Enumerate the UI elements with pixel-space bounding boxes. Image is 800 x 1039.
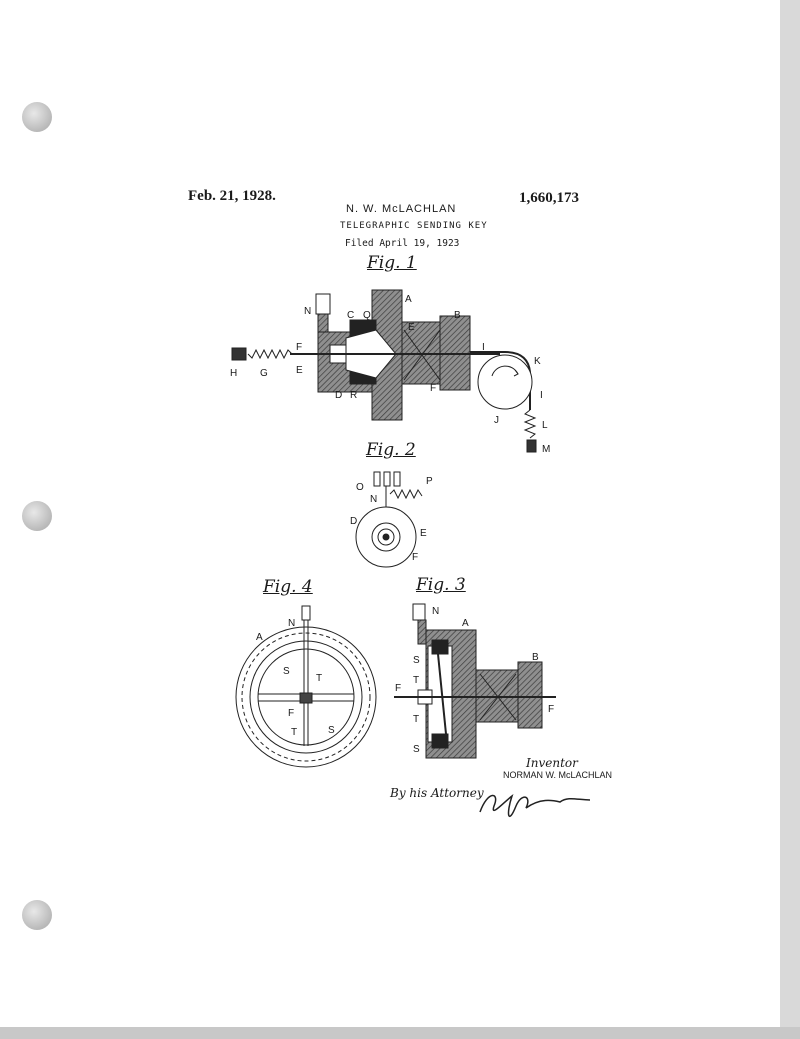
fig2-letter: N <box>370 494 378 505</box>
patent-title: TELEGRAPHIC SENDING KEY <box>340 221 488 231</box>
fig4-letter: S <box>283 666 290 677</box>
fig3-letter: N <box>432 606 440 617</box>
fig4-letter: A <box>256 632 263 643</box>
inventor-header: N. W. McLACHLAN <box>346 203 457 215</box>
fig1-letter: Q <box>363 310 371 321</box>
fig2-letter: E <box>420 528 427 539</box>
inventor-label: Inventor <box>526 756 578 770</box>
fig4-letter: N <box>288 618 296 629</box>
fig1-letter: F <box>430 383 437 394</box>
fig1-letter: K <box>534 356 541 367</box>
fig3-letter: F <box>548 704 555 715</box>
attorney-label: By his Attorney <box>390 786 484 800</box>
fig1-letter: M <box>542 444 551 455</box>
fig4-letter: T <box>291 727 298 738</box>
fig1-letter: C <box>347 310 355 321</box>
fig2-letter: P <box>426 476 433 487</box>
fig3-body-b <box>518 662 542 728</box>
fig3-label: Fig. 3 <box>416 575 466 595</box>
fig1-letter: E <box>296 365 303 376</box>
filed-date: Filed April 19, 1923 <box>345 238 460 249</box>
fig1-drawing <box>232 290 536 452</box>
fig3-letter: T <box>413 714 420 725</box>
fig1-letter: B <box>454 310 461 321</box>
fig4-label: Fig. 4 <box>263 577 313 597</box>
fig1-letter: H <box>230 368 238 379</box>
fig1-letter: L <box>542 420 548 431</box>
fig1-letter: N <box>304 306 312 317</box>
fig1-letter: G <box>260 368 268 379</box>
attorney-signature <box>480 795 590 816</box>
fig3-letter: F <box>395 683 402 694</box>
fig2-letter: F <box>412 552 419 563</box>
fig1-letter: D <box>335 390 343 401</box>
fig4-letters <box>256 618 335 738</box>
fig1-anchor-m <box>527 440 536 452</box>
fig3-letter: B <box>532 652 539 663</box>
fig1-letter: J <box>494 415 499 426</box>
fig2-label: Fig. 2 <box>366 440 416 460</box>
fig4-letter: T <box>316 673 323 684</box>
fig4-letter: F <box>288 708 295 719</box>
signature-text: Fred J. Adams <box>540 812 548 813</box>
inventor-name: NORMAN W. McLACHLAN <box>503 770 613 780</box>
fig1-anchor-h <box>232 348 246 360</box>
patent-date: Feb. 21, 1928. <box>188 188 276 204</box>
fig1-spring-l <box>525 410 535 438</box>
fig4-letter: S <box>328 725 335 736</box>
fig1-letter: I <box>482 342 485 353</box>
fig3-letter: S <box>413 744 420 755</box>
fig3-letter: S <box>413 655 420 666</box>
fig1-letter: F <box>296 342 303 353</box>
fig1-spring-g <box>248 350 292 358</box>
fig2-letter: D <box>350 516 358 527</box>
fig3-letter: A <box>462 618 469 629</box>
fig1-letter: I <box>540 390 543 401</box>
fig1-knob-n <box>316 294 330 314</box>
fig1-letter: R <box>350 390 358 401</box>
fig2-letter: O <box>356 482 364 493</box>
fig3-letter: T <box>413 675 420 686</box>
patent-number: 1,660,173 <box>519 190 579 206</box>
fig1-drum-j <box>478 355 532 409</box>
fig4-drawing <box>236 606 376 767</box>
fig1-label: Fig. 1 <box>367 253 417 273</box>
fig1-letter: E <box>408 322 415 333</box>
fig1-letter: A <box>405 294 412 305</box>
